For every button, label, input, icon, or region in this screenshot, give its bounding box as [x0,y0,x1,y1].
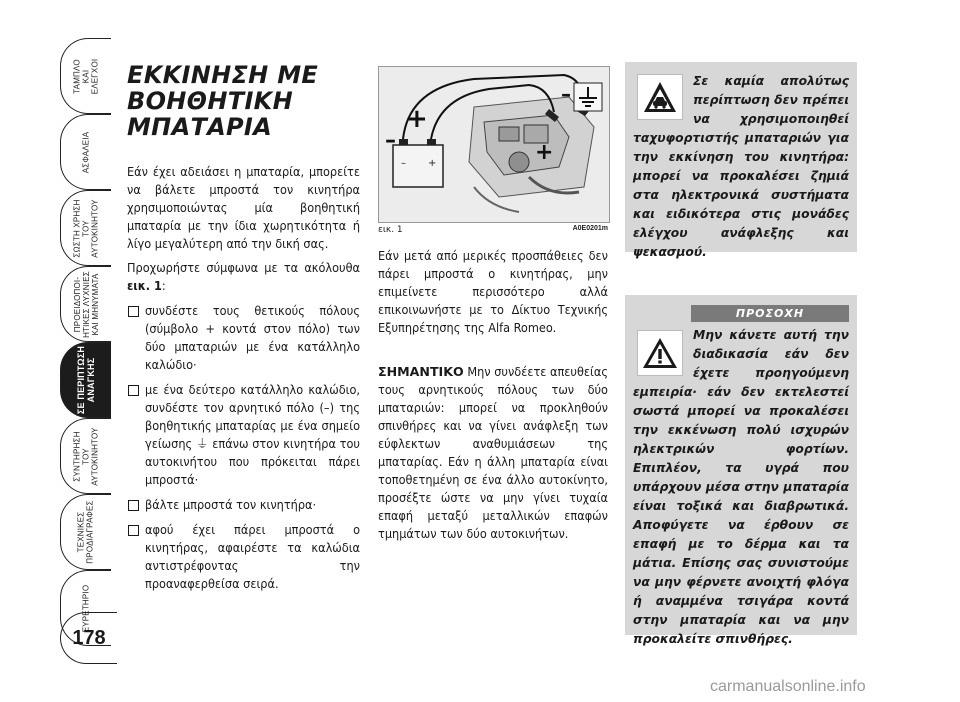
watermark: carmanualsonline.info [710,678,866,695]
figure-code: A0E0201m [572,225,608,232]
checkbox-bullet-icon [128,385,139,396]
tab-label: ΑΣΦΑΛΕΙΑ [81,131,91,173]
tab-label: ΣΕ ΠΕΡΙΠΤΩΣΗ ΑΝΑΓΚΗΣ [76,345,97,415]
step-text: συνδέστε τους θετικούς πόλους (σύμβολο + κοντά στον πόλο) των δύο μπαταριών με ένα κατάλληλο καλώδιο· [145,303,360,372]
danger-warning-box [625,295,857,646]
tab-correct-use[interactable] [60,190,111,266]
checkbox-bullet-icon [128,306,139,317]
svg-text:+: + [428,158,437,169]
tab-emergency[interactable] [60,342,111,418]
tab-label: ΣΥΝΤΗΡΗΣΗ ΤΟΥ ΑΥΤΟΚΙΝΗΤΟΥ [72,426,100,486]
important-label: ΣΗΜΑΝΤΙΚΟ [378,364,464,379]
title-line: ΕΚΚΙΝΗΣΗ ΜΕ [127,61,319,89]
important-paragraph [378,363,608,543]
step-text: αφού έχει πάρει μπροστά ο κινητήρας, αφαιρέστε τα καλώδια αντιστρέφοντας την προαναφερθείσα σειρά. [145,522,360,591]
tab-label: ΕΥΡΕΤΗΡΙΟ [81,584,91,632]
step-text: βάλτε μπροστά τον κινητήρα· [145,497,317,512]
important-text: Μην συνδέετε απευθείας τους αρνητικούς πόλους των δύο μπαταριών: μπορεί να προκληθούν σπινθήρες και να γίνει ανάφλεξη των εύφλεκτων αναθυμιάσεων της μπαταρίας. Εάν η άλλη μπαταρία είναι τοποθετημένη σε ένα άλλο αυτοκίνητο, προσέξτε ώστε να μην γίνει τυχαία επαφή μεταξύ μεταλλικών επαφών τμημάτων των δύο αυτοκινήτων. [378,364,608,541]
engine-bay-illustration [379,67,609,222]
page-title [127,62,360,140]
step-item [127,381,360,489]
car-warning-icon [637,74,683,120]
attention-label: ΠΡΟΣΟΧΗ [691,305,849,322]
title-line: ΜΠΑΤΑΡΙΑ [127,113,272,141]
page-number: 178 [72,626,106,649]
checkbox-bullet-icon [128,525,139,536]
proceed-text: Προχωρήστε σύμφωνα με τα ακόλουθα [127,260,360,275]
tab-safety[interactable] [60,114,111,190]
tab-technical-specs[interactable] [60,494,111,570]
charger-warning-box [625,62,857,259]
step-item [127,302,360,374]
charger-warning-text: Σε καμία απολύτως περίπτωση δεν πρέπει να χρησιμοποιηθεί ταχυφορτιστής μπαταριών για την εκκίνηση του κινητήρα: μπορεί να προκαλέσει ζημιά στα ηλεκτρονικά συστήματα και ειδικότερα στις μονάδες ελέγχου ανάφλεξης και ψεκασμού. [633,74,849,259]
intro-paragraph: Εάν έχει αδειάσει η μπαταρία, μπορείτε να βάλετε μπροστά τον κινητήρα χρησιμοποιώντας μία βοηθητική μπαταρία με την ίδια χωρητικότητα ή λίγο μεγαλύτερη από την δική σας. [127,164,360,251]
tab-label: ΣΩΣΤΗ ΧΡΗΣΗ ΤΟΥ ΑΥΤΟΚΙΝΗΤΟΥ [72,198,100,258]
proceed-paragraph [127,259,360,295]
svg-text:–: – [401,158,406,169]
figure-caption: εικ. 1 [378,225,403,235]
minus-label: – [561,82,571,106]
figure-caption-row [378,225,608,235]
main-column [127,62,360,593]
tab-maintenance[interactable] [60,418,111,494]
tab-label: ΤΕΧΝΙΚΕΣ ΠΡΟΔΙΑΓΡΑΦΕΣ [77,500,96,564]
middle-column [378,66,608,543]
tab-label: ΠΡΟΕΙΔΟΠΟΙ- ΗΤΙΚΕΣ ΛΥΧΝΙΕΣ ΚΑΙ ΜΗΝΥΜΑΤΑ [72,270,100,338]
notes-column [625,62,857,646]
plus-label: + [535,140,554,165]
step-item [127,521,360,593]
chapter-sidebar [40,38,106,638]
battery-jump-figure [378,66,610,223]
figure-reference: εικ. 1 [127,278,162,293]
tab-label: ΤΑΜΠΛΟ ΚΑΙ ΕΛΕΓΧΟΙ [72,58,100,94]
page-number-tab [60,612,117,664]
danger-warning-text: Μην κάνετε αυτή την διαδικασία εάν δεν έχετε προηγούμενη εμπειρία· εάν δεν εκτελεστεί σωστά μπορεί να προκαλέσει την εκκένωση πολύ ισχυρών ηλεκτρικών φορτίων. Επιπλέον, τα υγρά που υπάρχουν μέσα στην μπαταρία είναι τοξικά και διαβρωτικά. Αποφύγετε να έρθουν σε επαφή με το δέρμα και τα μάτια. Επίσης σας συνιστούμε να μην φέρνετε ανοιχτή φλόγα ή αναμμένα τσιγάρα κοντά στην μπαταρία και να μην προκαλείτε σπινθήρες. [633,328,849,646]
exclamation-warning-icon [637,330,683,376]
minus-label: – [385,128,396,153]
proceed-colon: : [161,278,166,293]
plus-label: + [406,104,428,134]
retry-paragraph: Εάν μετά από μερικές προσπάθειες δεν πάρει μπροστά ο κινητήρας, μην επιμείνετε περισσότερο αλλά επικοινωνήστε με το Δίκτυο Τεχνικής Εξυπηρέτησης της Alfa Romeo. [378,248,608,335]
step-item [127,496,360,514]
checkbox-bullet-icon [128,500,139,511]
title-line: ΒΟΗΘΗΤΙΚΗ [127,87,293,115]
tab-warning-lights[interactable] [60,266,111,342]
tab-dashboard-controls[interactable] [60,38,111,114]
step-text: με ένα δεύτερο κατάλληλο καλώδιο, συνδέστε τον αρνητικό πόλο (–) της βοηθητικής μπαταρίας με ένα σημείο γείωσης ⏚ επάνω στον κινητήρα του αυτοκινήτου που πρόκειται πάρει μπροστά· [145,382,360,487]
